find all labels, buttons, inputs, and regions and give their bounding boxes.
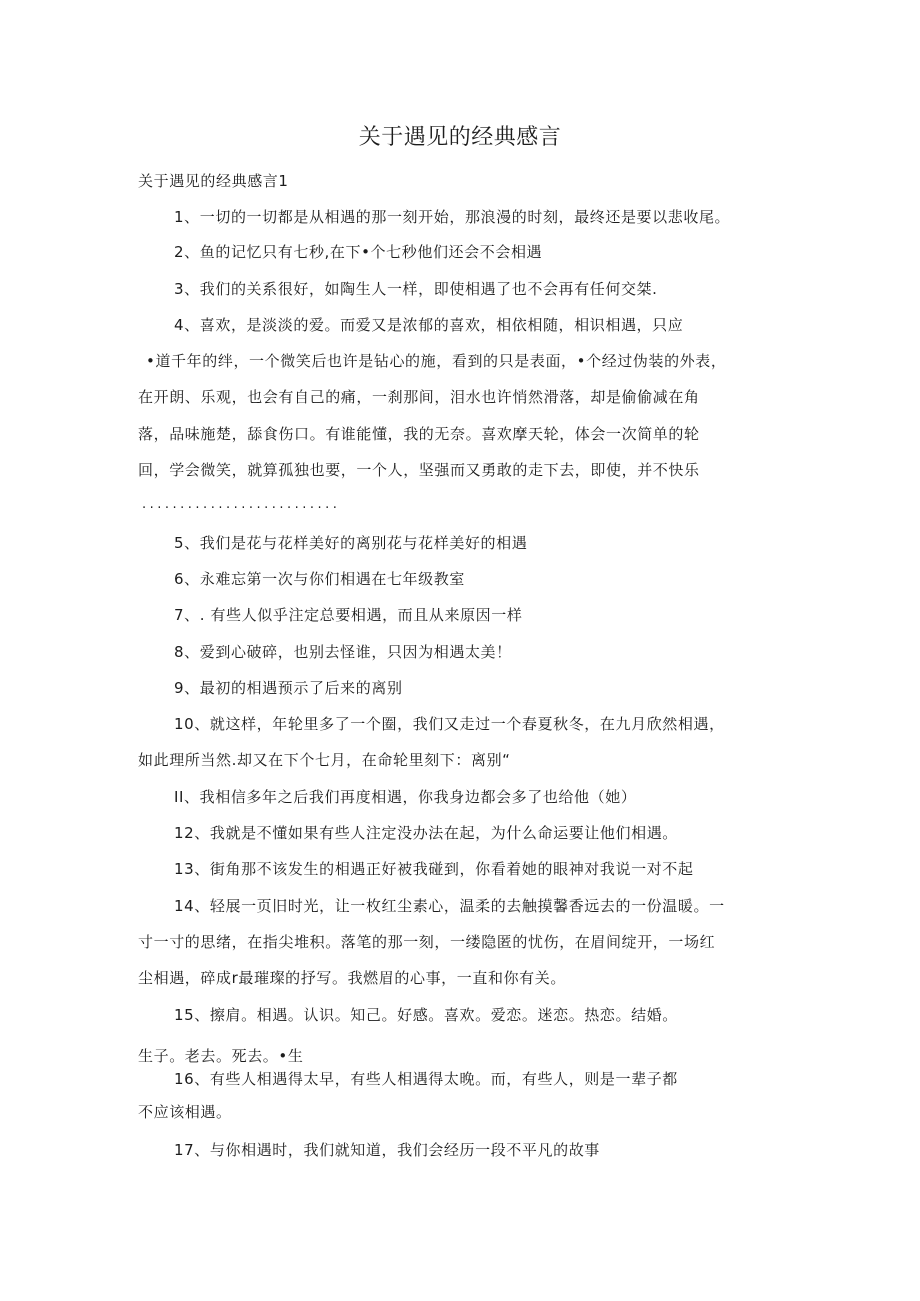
quote-line: 8、爱到心破碎，也别去怪谁，只因为相遇太美！ bbox=[174, 643, 512, 661]
quote-line: 寸一寸的思绪，在指尖堆积。落笔的那一刻，一缕隐匿的忧伤，在眉间绽开，一场红 bbox=[138, 933, 716, 951]
quote-line: 2、鱼的记忆只有七秒,在下•个七秒他们还会不会相遇 bbox=[174, 243, 543, 261]
ellipsis-line: .......................... bbox=[142, 497, 341, 512]
section-heading: 关于遇见的经典感言1 bbox=[138, 172, 289, 190]
quote-line: 6、永难忘第一次与你们相遇在七年级教室 bbox=[174, 570, 465, 588]
quote-line: 1、一切的一切都是从相遇的那一刻开始，那浪漫的时刻，最终还是要以悲收尾。 bbox=[174, 208, 731, 226]
quote-line: 落，品味施楚，舔食伤口。有谁能懂，我的无奈。喜欢摩天轮，体会一次简单的轮 bbox=[138, 425, 700, 443]
quote-line: 10、就这样，年轮里多了一个圈，我们又走过一个春夏秋冬，在九月欣然相遇， bbox=[174, 715, 725, 733]
quote-line: 7、. 有些人似乎注定总要相遇，而且从来原因一样 bbox=[174, 606, 523, 624]
quote-line: 4、喜欢，是淡淡的爱。而爱又是浓郁的喜欢，相依相随，相识相遇，只应 bbox=[174, 316, 684, 334]
quote-line: 3、我们的关系很好，如陶生人一样，即使相遇了也不会再有任何交桀. bbox=[174, 280, 658, 298]
quote-line: 14、轻展一页旧时光，让一枚红尘素心，温柔的去触摸馨香远去的一份温暖。一 bbox=[174, 897, 725, 915]
quote-line: 9、最初的相遇预示了后来的离别 bbox=[174, 679, 403, 697]
quote-line: II、我相信多年之后我们再度相遇，你我身边都会多了也给他（她） bbox=[174, 788, 637, 806]
quote-line: 15、擦肩。相遇。认识。知己。好感。喜欢。爱恋。迷恋。热恋。结婚。 bbox=[174, 1006, 678, 1024]
quote-line: 如此理所当然.却又在下个七月，在命轮里刻下：离别“ bbox=[138, 751, 511, 769]
quote-line: 5、我们是花与花样美好的离别花与花样美好的相遇 bbox=[174, 534, 528, 552]
quote-line: 13、街角那不该发生的相遇正好被我碰到，你看着她的眼神对我说一对不起 bbox=[174, 860, 694, 878]
quote-line: 在开朗、乐观，也会有自己的痛，一刹那间，泪水也许悄然滑落，却是偷偷减在角 bbox=[138, 388, 700, 406]
quote-line: 生子。老去。死去。•生 bbox=[138, 1047, 304, 1065]
quote-line: 尘相遇，碎成r最璀璨的抒写。我燃眉的心事，一直和你有关。 bbox=[138, 969, 566, 987]
quote-line: 回，学会微笑，就算孤独也要，一个人，坚强而又勇敢的走下去，即使，并不快乐 bbox=[138, 461, 700, 479]
document-title: 关于遇见的经典感言 bbox=[358, 125, 562, 150]
quote-line: 12、我就是不懂如果有些人注定没办法在起，为什么命运要让他们相遇。 bbox=[174, 824, 678, 842]
quote-line: 17、与你相遇时，我们就知道，我们会经历一段不平凡的故事 bbox=[174, 1141, 600, 1159]
quote-line: 16、有些人相遇得太早，有些人相遇得太晚。而，有些人，则是一辈子都 bbox=[174, 1070, 678, 1088]
quote-line: •道千年的绊，一个微笑后也许是钻心的施，看到的只是表面，•个经过伪装的外表， bbox=[146, 352, 727, 370]
quote-line: 不应该相遇。 bbox=[138, 1103, 232, 1121]
